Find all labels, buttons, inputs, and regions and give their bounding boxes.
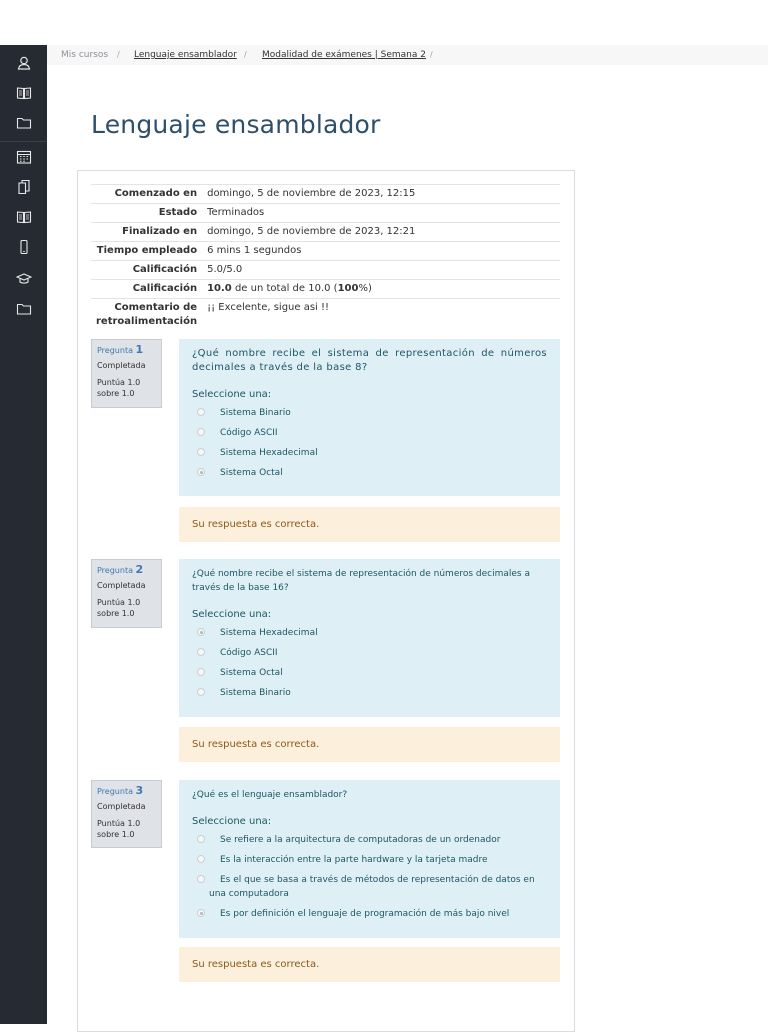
summary-row [91,242,560,261]
answer-options [192,406,547,480]
summary-row [91,261,560,280]
summary-value: domingo, 5 de noviembre de 2023, 12:21 [202,223,560,242]
select-prompt: Seleccione una: [192,389,272,400]
radio-button[interactable] [197,448,205,456]
question-grade: Puntúa 1.0 sobre 1.0 [97,819,141,839]
summary-value: 6 mins 1 segundos [202,242,560,261]
question-text: ¿Qué es el lenguaje ensamblador? [192,790,348,800]
question-number: 2 [135,563,144,576]
option-label: Sistema Octal [220,668,283,678]
option-label: Código ASCII [220,648,278,658]
summary-row [91,204,560,223]
radio-button-selected[interactable] [197,909,205,917]
radio-button-selected[interactable] [197,628,205,636]
answer-option[interactable] [192,686,547,700]
files-icon[interactable] [16,179,32,195]
book-icon[interactable] [16,85,32,101]
answer-option[interactable] [192,406,547,420]
grade-end-text: %) [358,283,372,294]
question-label: Pregunta [97,787,133,796]
answer-option[interactable] [192,666,547,680]
option-label: Sistema Binario [220,408,291,418]
summary-value: Terminados [202,204,560,223]
user-icon[interactable] [16,55,32,71]
summary-label: Estado [91,204,202,223]
summary-label: Comentario de retroalimentación [91,299,202,332]
folder-icon[interactable] [16,301,32,317]
answer-option[interactable] [192,873,547,901]
radio-button[interactable] [197,668,205,676]
question-label: Pregunta [97,346,133,355]
radio-button[interactable] [197,835,205,843]
question-content [179,559,560,717]
summary-value: 5.0/5.0 [202,261,560,280]
select-prompt: Seleccione una: [192,609,272,620]
option-label: Sistema Hexadecimal [220,628,318,638]
question-number: 1 [135,343,144,356]
answer-option[interactable] [192,426,547,440]
question-content [179,780,560,938]
answer-option[interactable] [192,626,547,640]
option-label: Se refiere a la arquitectura de computadoras de un ordenador [220,835,501,845]
grade-mid-text: de un total de 10.0 ( [231,283,338,294]
summary-row [91,299,560,332]
attempt-summary-table [91,184,560,331]
radio-button-selected[interactable] [197,468,205,476]
question-state: Completada [97,361,146,370]
summary-value: domingo, 5 de noviembre de 2023, 12:15 [202,185,560,204]
graduation-cap-icon[interactable] [16,271,32,287]
mobile-icon[interactable] [16,239,32,255]
option-label: Es por definición el lenguaje de programación de más bajo nivel [220,909,510,919]
question-info [91,559,162,628]
select-prompt: Seleccione una: [192,816,272,827]
feedback-correct: Su respuesta es correcta. [179,727,560,762]
question-state: Completada [97,802,146,811]
calendar-icon[interactable] [16,149,32,165]
summary-row [91,223,560,242]
option-label: Código ASCII [220,428,278,438]
grade-percent: 100 [337,283,359,294]
summary-label: Tiempo empleado [91,242,202,261]
question-number: 3 [135,784,144,797]
radio-button[interactable] [197,428,205,436]
answer-option[interactable] [192,907,547,921]
answer-option[interactable] [192,833,547,847]
option-label: Es el que se basa a través de métodos de representación de datos en una computadora [209,875,535,899]
radio-button[interactable] [197,408,205,416]
option-label: Sistema Hexadecimal [220,448,318,458]
answer-option[interactable] [192,466,547,480]
folder-icon[interactable] [16,115,32,131]
question-content [179,339,560,496]
question-info [91,339,162,408]
summary-label: Comenzado en [91,185,202,204]
answer-options [192,626,547,700]
answer-option[interactable] [192,646,547,660]
question-state: Completada [97,581,146,590]
breadcrumb-separator: / [244,50,247,59]
feedback-correct: Su respuesta es correcta. [179,507,560,542]
feedback-correct: Su respuesta es correcta. [179,947,560,982]
summary-label: Calificación [91,280,202,299]
radio-button[interactable] [197,688,205,696]
grade-value: 10.0 [207,283,232,294]
answer-option[interactable] [192,446,547,460]
question-text: ¿Qué nombre recibe el sistema de representación de números decimales a través de la base 16? [192,569,531,593]
breadcrumb-item-exam[interactable]: Modalidad de exámenes | Semana 2 [262,50,426,60]
question-label: Pregunta [97,566,133,575]
option-label: Sistema Binario [220,688,291,698]
summary-value [202,280,560,299]
radio-button[interactable] [197,855,205,863]
question-grade: Puntúa 1.0 sobre 1.0 [97,598,141,618]
question-grade: Puntúa 1.0 sobre 1.0 [97,378,141,398]
answer-options [192,833,547,921]
sidebar-divider [0,141,47,142]
breadcrumb-separator: / [430,50,433,59]
question-text: ¿Qué nombre recibe el sistema de representación de números decimales a través de la base 8? [192,348,547,373]
answer-option[interactable] [192,853,547,867]
breadcrumb-item-course[interactable]: Lenguaje ensamblador [134,50,237,60]
question-info [91,780,162,848]
breadcrumb-separator: / [117,50,120,59]
summary-label: Finalizado en [91,223,202,242]
sidebar [0,45,47,1024]
summary-label: Calificación [91,261,202,280]
breadcrumb-item-mis-cursos[interactable]: Mis cursos [61,50,109,60]
radio-button[interactable] [197,648,205,656]
summary-value: ¡¡ Excelente, sigue asi !! [202,299,560,332]
radio-button[interactable] [197,875,205,883]
option-label: Es la interacción entre la parte hardware y la tarjeta madre [220,855,488,865]
summary-row [91,185,560,204]
page-title: Lenguaje ensamblador [91,110,381,139]
breadcrumb [47,45,768,65]
book-icon[interactable] [16,209,32,225]
summary-row [91,280,560,299]
option-label: Sistema Octal [220,468,283,478]
